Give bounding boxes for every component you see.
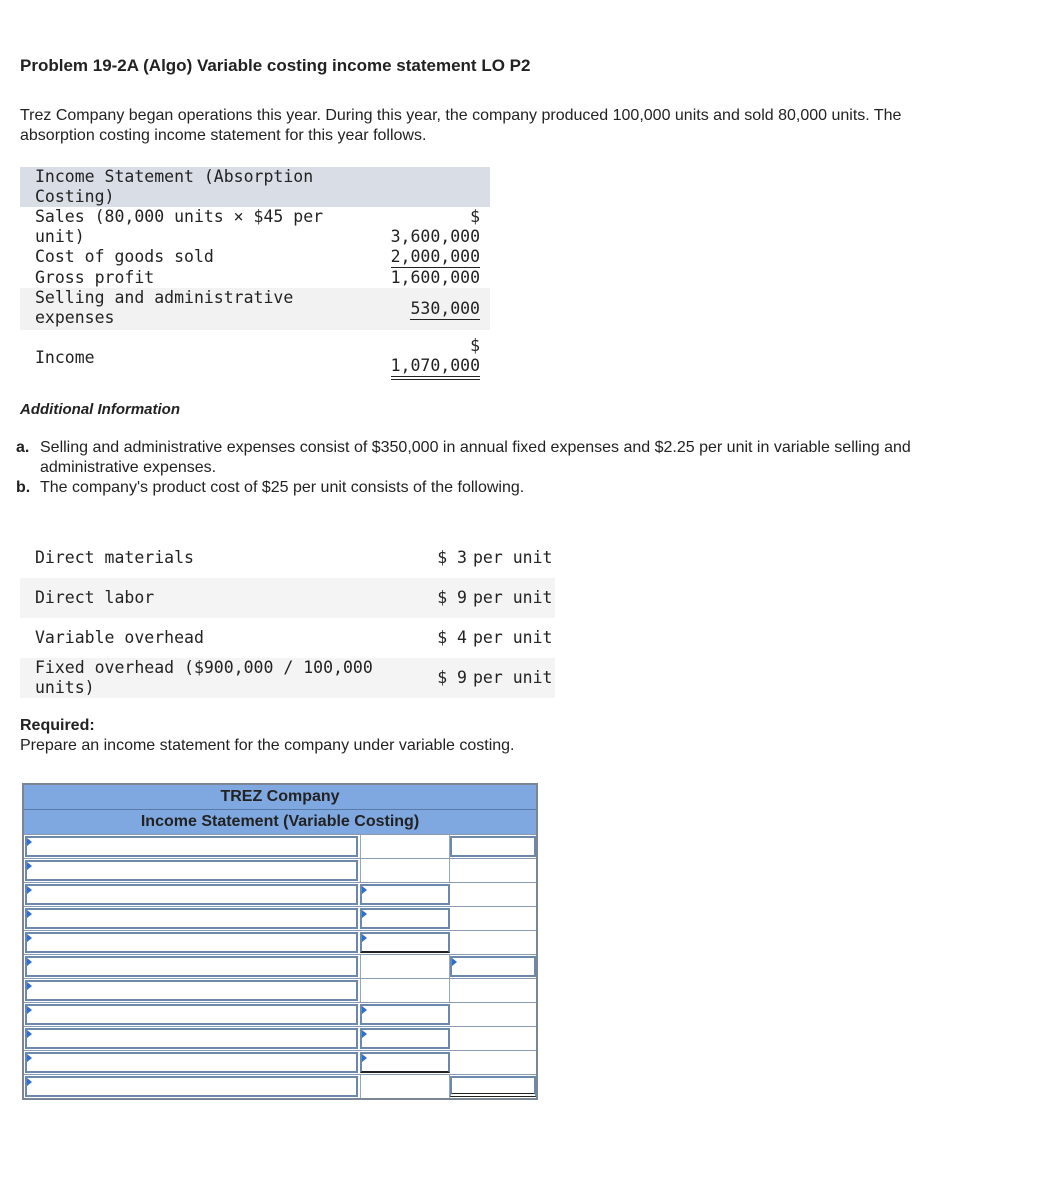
list-text: The company's product cost of $25 per unit consists of the following. [40, 479, 525, 496]
gross-profit-row [20, 268, 490, 288]
line-item-dropdown[interactable] [25, 908, 358, 929]
income-amount: 1,070,000 [391, 356, 480, 380]
amount-input[interactable] [360, 1028, 450, 1049]
required-heading: Required: [20, 717, 95, 734]
table-row [20, 578, 555, 618]
input-marker-icon [362, 1054, 367, 1062]
dropdown-marker-icon [27, 910, 32, 918]
cost-amount: $ 4 [437, 628, 467, 647]
answer-row [24, 834, 536, 858]
line-item-dropdown[interactable] [25, 1028, 358, 1049]
sales-amount: 3,600,000 [390, 227, 480, 246]
amount-input[interactable] [360, 955, 450, 978]
total-input[interactable] [450, 1027, 536, 1050]
required-text: Prepare an income statement for the company under variable costing. [20, 737, 515, 754]
answer-row [24, 1074, 536, 1098]
dropdown-marker-icon [27, 862, 32, 870]
total-input[interactable] [450, 836, 536, 857]
answer-row [24, 906, 536, 930]
table-row [20, 618, 555, 658]
cost-unit: per unit [473, 548, 553, 567]
cogs-label: Cost of goods sold [35, 247, 214, 266]
dropdown-marker-icon [27, 1078, 32, 1086]
answer-row [24, 882, 536, 906]
grid-header [24, 785, 536, 834]
income-label: Income [35, 348, 95, 367]
answer-row [24, 858, 536, 882]
absorption-header: Income Statement (Absorption Costing) [20, 167, 367, 207]
list-text: Selling and administrative expenses consist of $350,000 in annual fixed expenses and $2.25 per unit in variable selling and administrative expenses. [40, 439, 911, 476]
gross-profit-label: Gross profit [35, 268, 155, 287]
total-input[interactable] [450, 1051, 536, 1074]
dropdown-marker-icon [27, 958, 32, 966]
dropdown-marker-icon [27, 1054, 32, 1062]
absorption-header-row [20, 167, 490, 207]
dropdown-marker-icon [27, 934, 32, 942]
line-item-dropdown[interactable] [25, 860, 358, 881]
income-currency: $ [470, 336, 480, 355]
amount-input[interactable] [360, 979, 450, 1002]
list-marker: a. [16, 439, 30, 456]
income-row [20, 330, 490, 380]
sales-currency: $ [470, 207, 480, 226]
total-input[interactable] [450, 1076, 536, 1097]
amount-input[interactable] [360, 932, 450, 953]
problem-intro: Trez Company began operations this year. During this year, the company produced 100,000 units and sold 80,000 units. The absorption costing income statement for this year follows. [20, 107, 902, 144]
list-item [16, 438, 936, 478]
dropdown-marker-icon [27, 982, 32, 990]
dropdown-marker-icon [27, 886, 32, 894]
total-input[interactable] [450, 907, 536, 930]
answer-row [24, 1026, 536, 1050]
input-marker-icon [362, 1030, 367, 1038]
dropdown-marker-icon [27, 838, 32, 846]
cogs-amount: 2,000,000 [390, 247, 480, 266]
amount-input[interactable] [360, 1075, 450, 1098]
additional-info-heading: Additional Information [20, 401, 180, 418]
grid-company-name: TREZ Company [220, 788, 340, 805]
total-input[interactable] [450, 1003, 536, 1026]
input-marker-icon [362, 1006, 367, 1014]
absorption-income-statement [20, 167, 490, 380]
line-item-dropdown[interactable] [25, 980, 358, 1001]
answer-row [24, 1002, 536, 1026]
answer-row [24, 978, 536, 1002]
input-marker-icon [362, 886, 367, 894]
input-marker-icon [362, 910, 367, 918]
sales-label: Sales (80,000 units × $45 per unit) [35, 207, 324, 246]
table-row [20, 538, 555, 578]
amount-input[interactable] [360, 884, 450, 905]
line-item-dropdown[interactable] [25, 1076, 358, 1097]
variable-costing-answer-grid [22, 783, 538, 1100]
line-item-dropdown[interactable] [25, 956, 358, 977]
cost-unit: per unit [473, 658, 555, 698]
line-item-dropdown[interactable] [25, 884, 358, 905]
table-row [20, 658, 555, 698]
input-marker-icon [452, 958, 457, 966]
line-item-dropdown[interactable] [25, 836, 358, 857]
amount-input[interactable] [360, 1052, 450, 1073]
cost-label: Variable overhead [35, 628, 204, 647]
sales-row [20, 207, 490, 247]
product-cost-table [20, 538, 555, 698]
total-input[interactable] [450, 859, 536, 882]
grid-statement-title: Income Statement (Variable Costing) [24, 809, 536, 834]
cost-amount: $ 3 [437, 548, 467, 567]
input-marker-icon [362, 934, 367, 942]
cost-label: Direct materials [35, 548, 194, 567]
list-item [16, 478, 936, 498]
line-item-dropdown[interactable] [25, 1004, 358, 1025]
cost-unit: per unit [473, 628, 553, 647]
amount-input[interactable] [360, 835, 450, 858]
selling-admin-amount: 530,000 [410, 298, 480, 318]
selling-admin-label: Selling and administrative expenses [20, 288, 367, 330]
cost-amount: $ 9 [435, 578, 473, 618]
required-section [20, 716, 515, 756]
dropdown-marker-icon [27, 1006, 32, 1014]
amount-input[interactable] [360, 1004, 450, 1025]
total-input[interactable] [450, 979, 536, 1002]
amount-input[interactable] [360, 908, 450, 929]
list-marker: b. [16, 479, 31, 496]
selling-admin-row [20, 288, 490, 330]
total-input[interactable] [450, 883, 536, 906]
answer-row [24, 1050, 536, 1074]
dropdown-marker-icon [27, 1030, 32, 1038]
cogs-row [20, 247, 490, 268]
line-item-dropdown[interactable] [25, 1052, 358, 1073]
cost-unit: per unit [473, 578, 555, 618]
cost-label: Fixed overhead ($900,000 / 100,000 units) [20, 658, 435, 698]
line-item-dropdown[interactable] [25, 932, 358, 953]
answer-row [24, 954, 536, 978]
problem-title: Problem 19-2A (Algo) Variable costing income statement LO P2 [20, 56, 531, 75]
gross-profit-amount: 1,600,000 [390, 268, 480, 287]
additional-info-list [16, 438, 936, 498]
cost-label: Direct labor [20, 578, 435, 618]
total-input[interactable] [450, 956, 536, 977]
cost-amount: $ 9 [435, 658, 473, 698]
answer-row [24, 930, 536, 954]
amount-input[interactable] [360, 859, 450, 882]
total-input[interactable] [450, 931, 536, 954]
